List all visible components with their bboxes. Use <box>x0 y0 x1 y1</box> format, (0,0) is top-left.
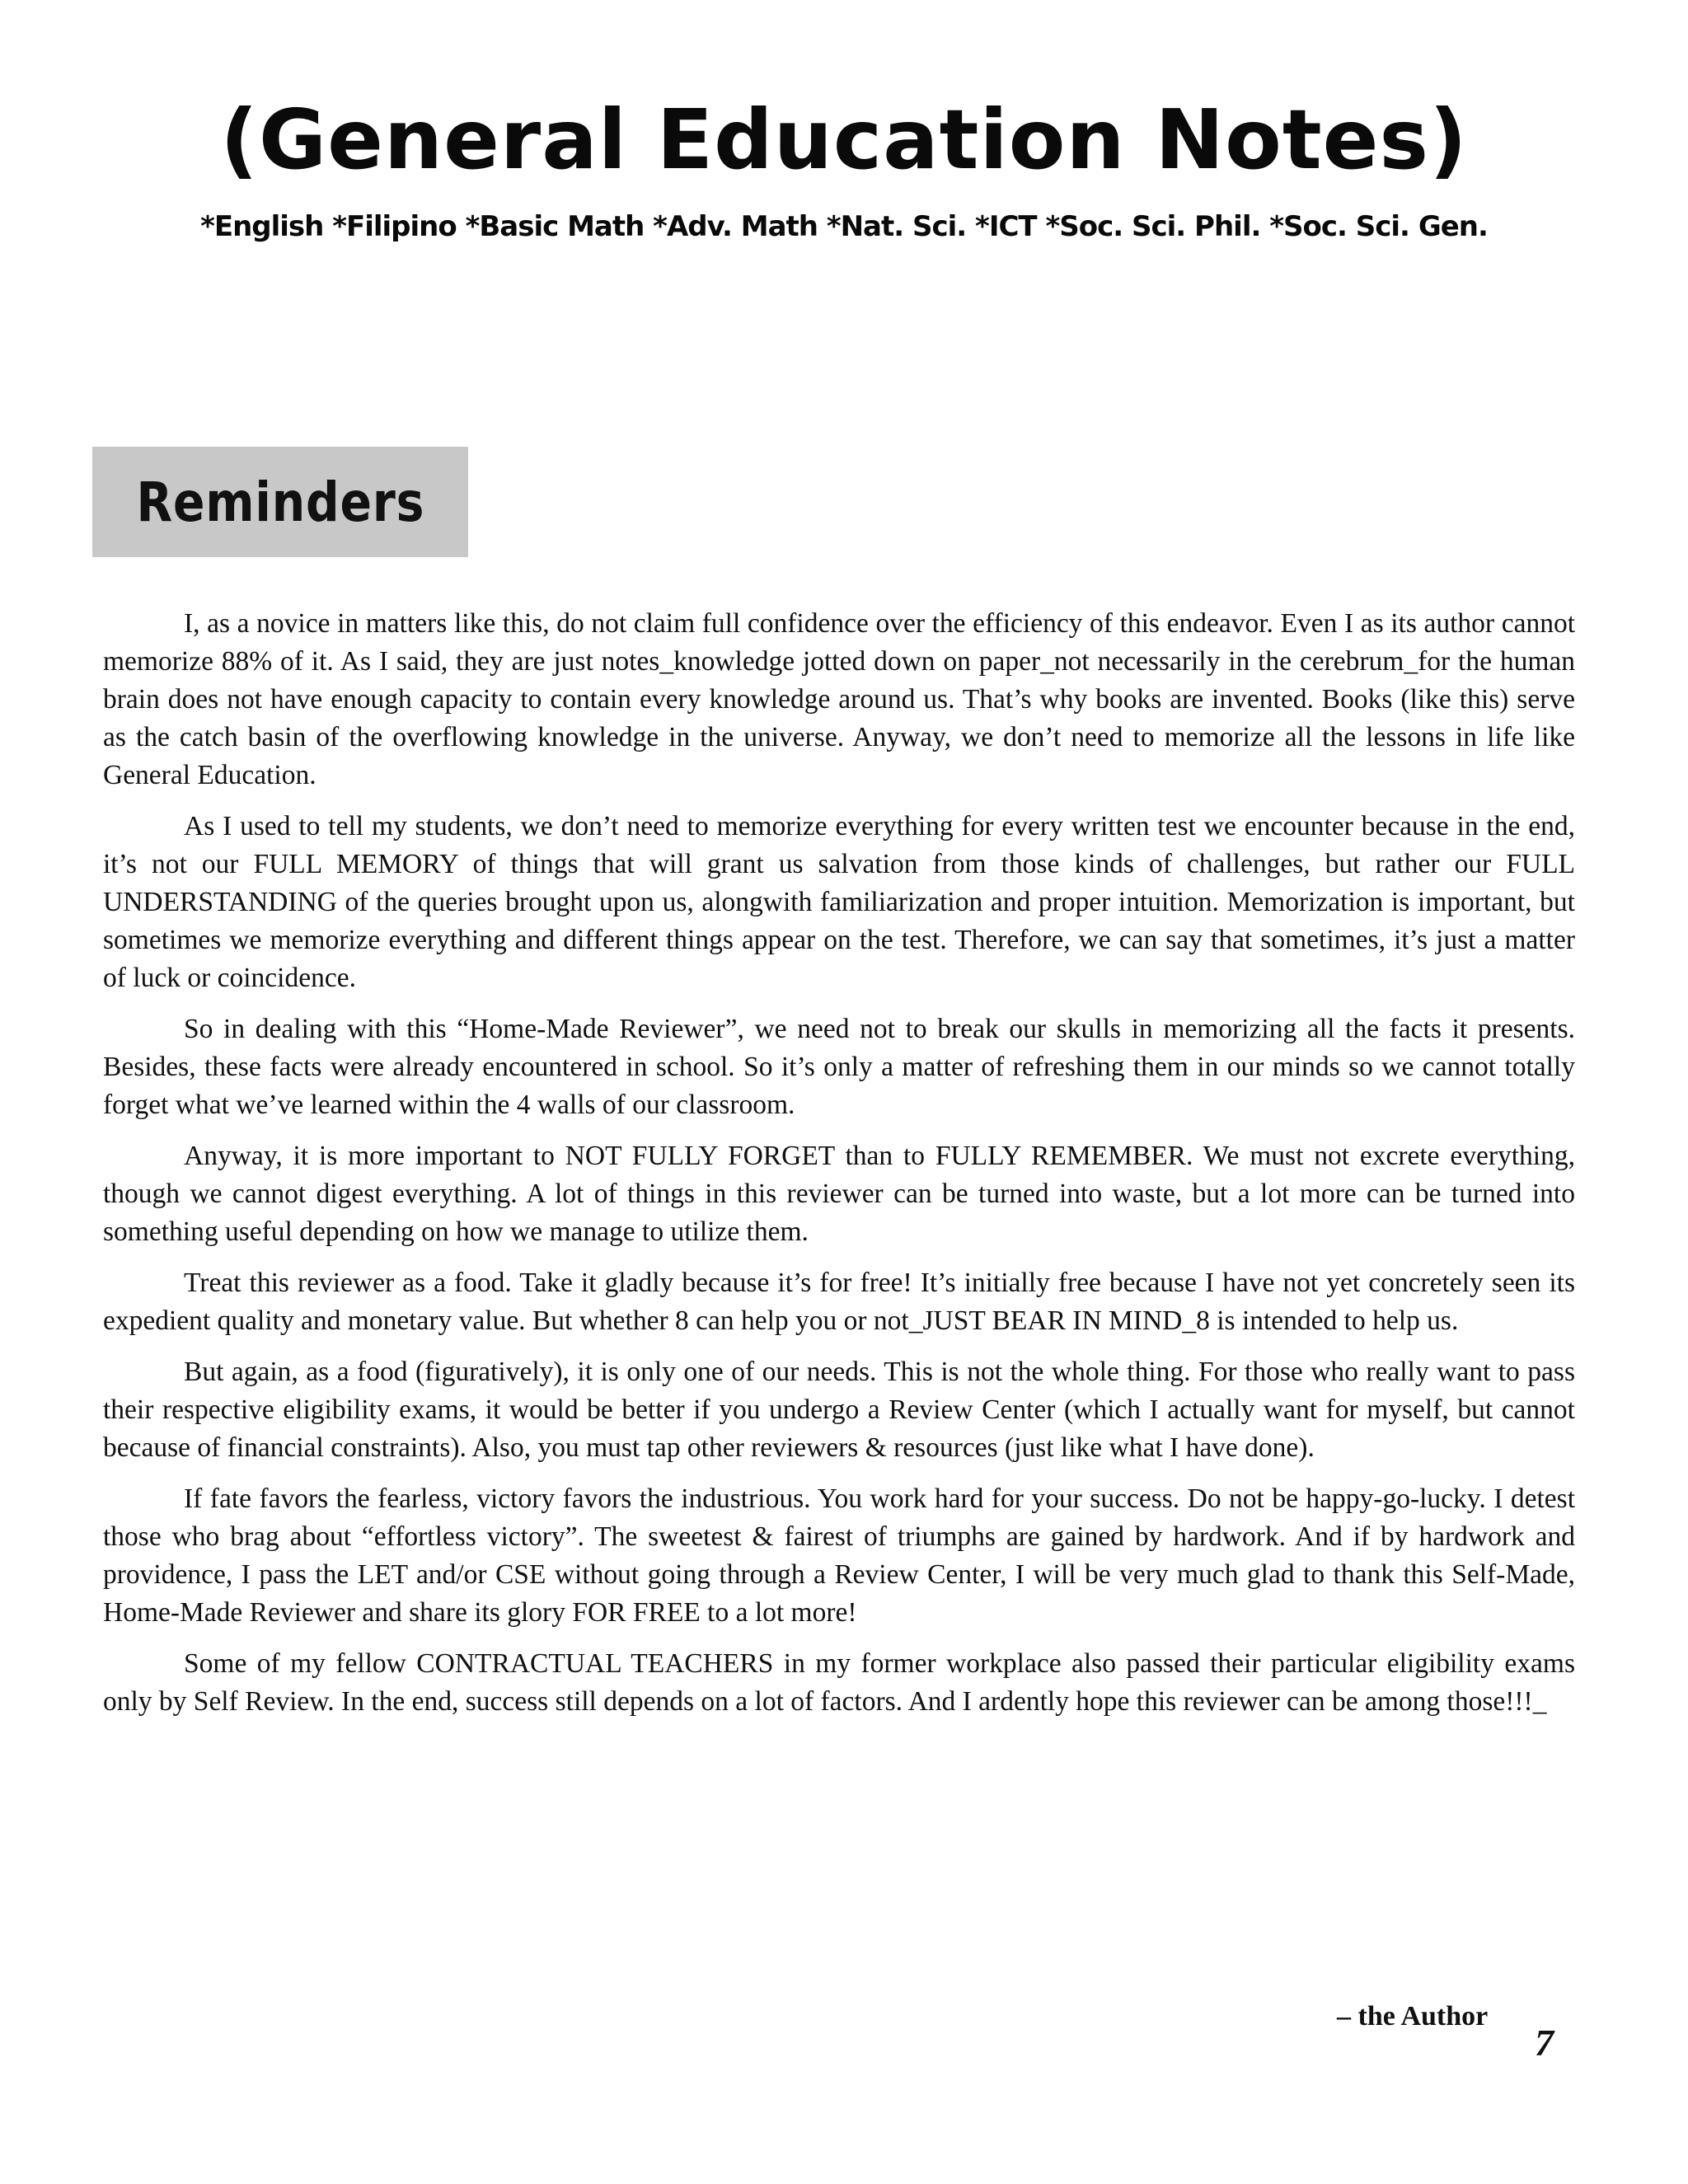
paragraph-8: Some of my fellow CONTRACTUAL TEACHERS in my former workplace also passed their particular eligibility exams only by Self Review. In the end, success still depends on a lot of factors. And I ardently hope this reviewer can be among those!!!_ <box>103 1648 1575 1717</box>
page-title: (General Education Notes) <box>220 91 1468 188</box>
paragraph-3: So in dealing with this “Home-Made Reviewer”, we need not to break our skulls in memorizing all the facts it presents. Besides, these facts were already encountered in school. So it’s only a matter of refreshing them in our minds so we cannot totally forget what we’ve learned within the 4 walls of our classroom. <box>103 1014 1575 1120</box>
paragraph-1: I, as a novice in matters like this, do not claim full confidence over the efficiency of this endeavor. Even I as its author cannot memorize 88% of it. As I said, they are just notes_knowledge jotted down on paper_not necessarily in the cerebrum_for the human brain does not have enough capacity to contain every knowledge around us. That’s why books are invented. Books (like this) serve as the catch basin of the overflowing knowledge in the universe. Anyway, we don’t need to memorize all the lessons in life like General Education. <box>103 608 1575 790</box>
section-heading: Reminders <box>136 470 424 534</box>
paragraph-6: But again, as a food (figuratively), it is only one of our needs. This is not the whole thing. For those who really want to pass their respective eligibility exams, it would be better if you undergo a Review Center (which I actually want for myself, but cannot because of financial constraints). Also, you must tap other reviewers & resources (just like what I have done). <box>103 1357 1575 1463</box>
paragraph-4: Anyway, it is more important to NOT FULLY FORGET than to FULLY REMEMBER. We must not excrete everything, though we cannot digest everything. A lot of things in this reviewer can be turned into waste, but a lot more can be turned into something useful depending on how we manage to utilize them. <box>103 1141 1575 1247</box>
section-heading-box <box>92 447 468 557</box>
page-number: 7 <box>1535 2022 1554 2064</box>
author-signature: – the Author <box>1337 2001 1489 2032</box>
paragraph-2: As I used to tell my students, we don’t need to memorize everything for every written test we encounter because in the end, it’s not our FULL MEMORY of things that will grant us salvation from those kinds of challenges, but rather our FULL UNDERSTANDING of the queries brought upon us, alongwith familiarization and proper intuition. Memorization is important, but sometimes we memorize everything and different things appear on the test. Therefore, we can say that sometimes, it’s just a matter of luck or coincidence. <box>103 811 1575 993</box>
subject-list: *English *Filipino *Basic Math *Adv. Math *Nat. Sci. *ICT *Soc. Sci. Phil. *Soc. Sci. Gen. <box>200 210 1488 243</box>
body-text <box>103 605 1575 1734</box>
paragraph-5: Treat this reviewer as a food. Take it gladly because it’s for free! It’s initially free because I have not yet concretely seen its expedient quality and monetary value. But whether 8 can help you or not_JUST BEAR IN MIND_8 is intended to help us. <box>103 1268 1575 1336</box>
paragraph-7: If fate favors the fearless, victory favors the industrious. You work hard for your success. Do not be happy-go-lucky. I detest those who brag about “effortless victory”. The sweetest & fairest of triumphs are gained by hardwork. And if by hardwork and providence, I pass the LET and/or CSE without going through a Review Center, I will be very much glad to thank this Self-Made, Home-Made Reviewer and share its glory FOR FREE to a lot more! <box>103 1483 1575 1628</box>
